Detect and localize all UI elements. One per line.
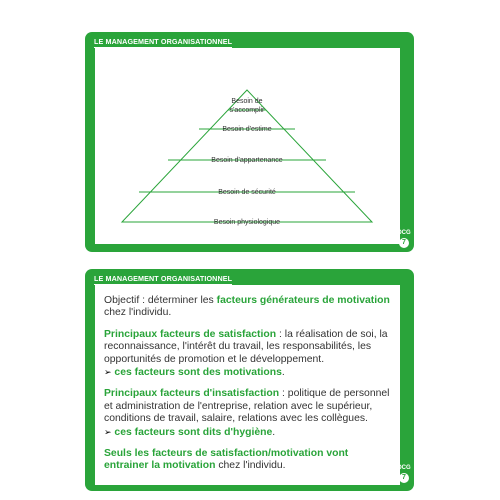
dcg-badge — [397, 465, 411, 483]
pyramid-level-physiological: Besoin physiologique — [213, 219, 281, 226]
dcg-badge — [397, 230, 411, 248]
badge-number: 7 — [399, 238, 409, 248]
badge-code: DCG — [397, 465, 411, 471]
card-panel — [95, 285, 400, 485]
pyramid-level-self-2: s'accomplir — [229, 107, 265, 114]
card-tag: LE MANAGEMENT ORGANISATIONNEL — [94, 37, 233, 46]
badge-number: 7 — [399, 473, 409, 483]
card-text — [104, 295, 392, 482]
card-tag: LE MANAGEMENT ORGANISATIONNEL — [94, 274, 233, 283]
conclusion-paragraph: Seuls les facteurs de satisfaction/motivation vont entrainer la motivation chez l'individu. — [104, 448, 349, 472]
pyramid-level-self-1: Besoin de — [231, 98, 263, 105]
maslow-pyramid — [95, 48, 400, 244]
pyramid-level-belonging: Besoin d'appartenance — [211, 157, 283, 164]
arrow-bullet-icon: ➢ — [104, 367, 112, 378]
objectif-paragraph: Objectif : déterminer les facteurs générateurs de motivation chez l'individu. — [104, 295, 390, 319]
flashcard-motivation — [85, 269, 414, 491]
card-panel — [95, 48, 400, 244]
badge-code: DCG — [397, 230, 411, 236]
pyramid-level-safety: Besoin de sécurité — [218, 189, 276, 196]
arrow-bullet-icon: ➢ — [104, 426, 112, 437]
pyramid-level-esteem: Besoin d'estime — [222, 126, 272, 133]
flashcard-pyramid — [85, 32, 414, 252]
insatisfaction-paragraph: Principaux facteurs d'insatisfaction : politique de personnel et administration de l'entreprise, relation avec le supérieur, conditions de travail, salaire, relations avec les collègues. ➢ ces facteurs sont dits d'hygiène. — [104, 388, 390, 438]
satisfaction-paragraph: Principaux facteurs de satisfaction : la réalisation de soi, la reconnaissance, l'intérêt du travail, les responsabilités, les opportunités de promotion et le développement. ➢ ces facteurs sont des motivations. — [104, 328, 388, 379]
